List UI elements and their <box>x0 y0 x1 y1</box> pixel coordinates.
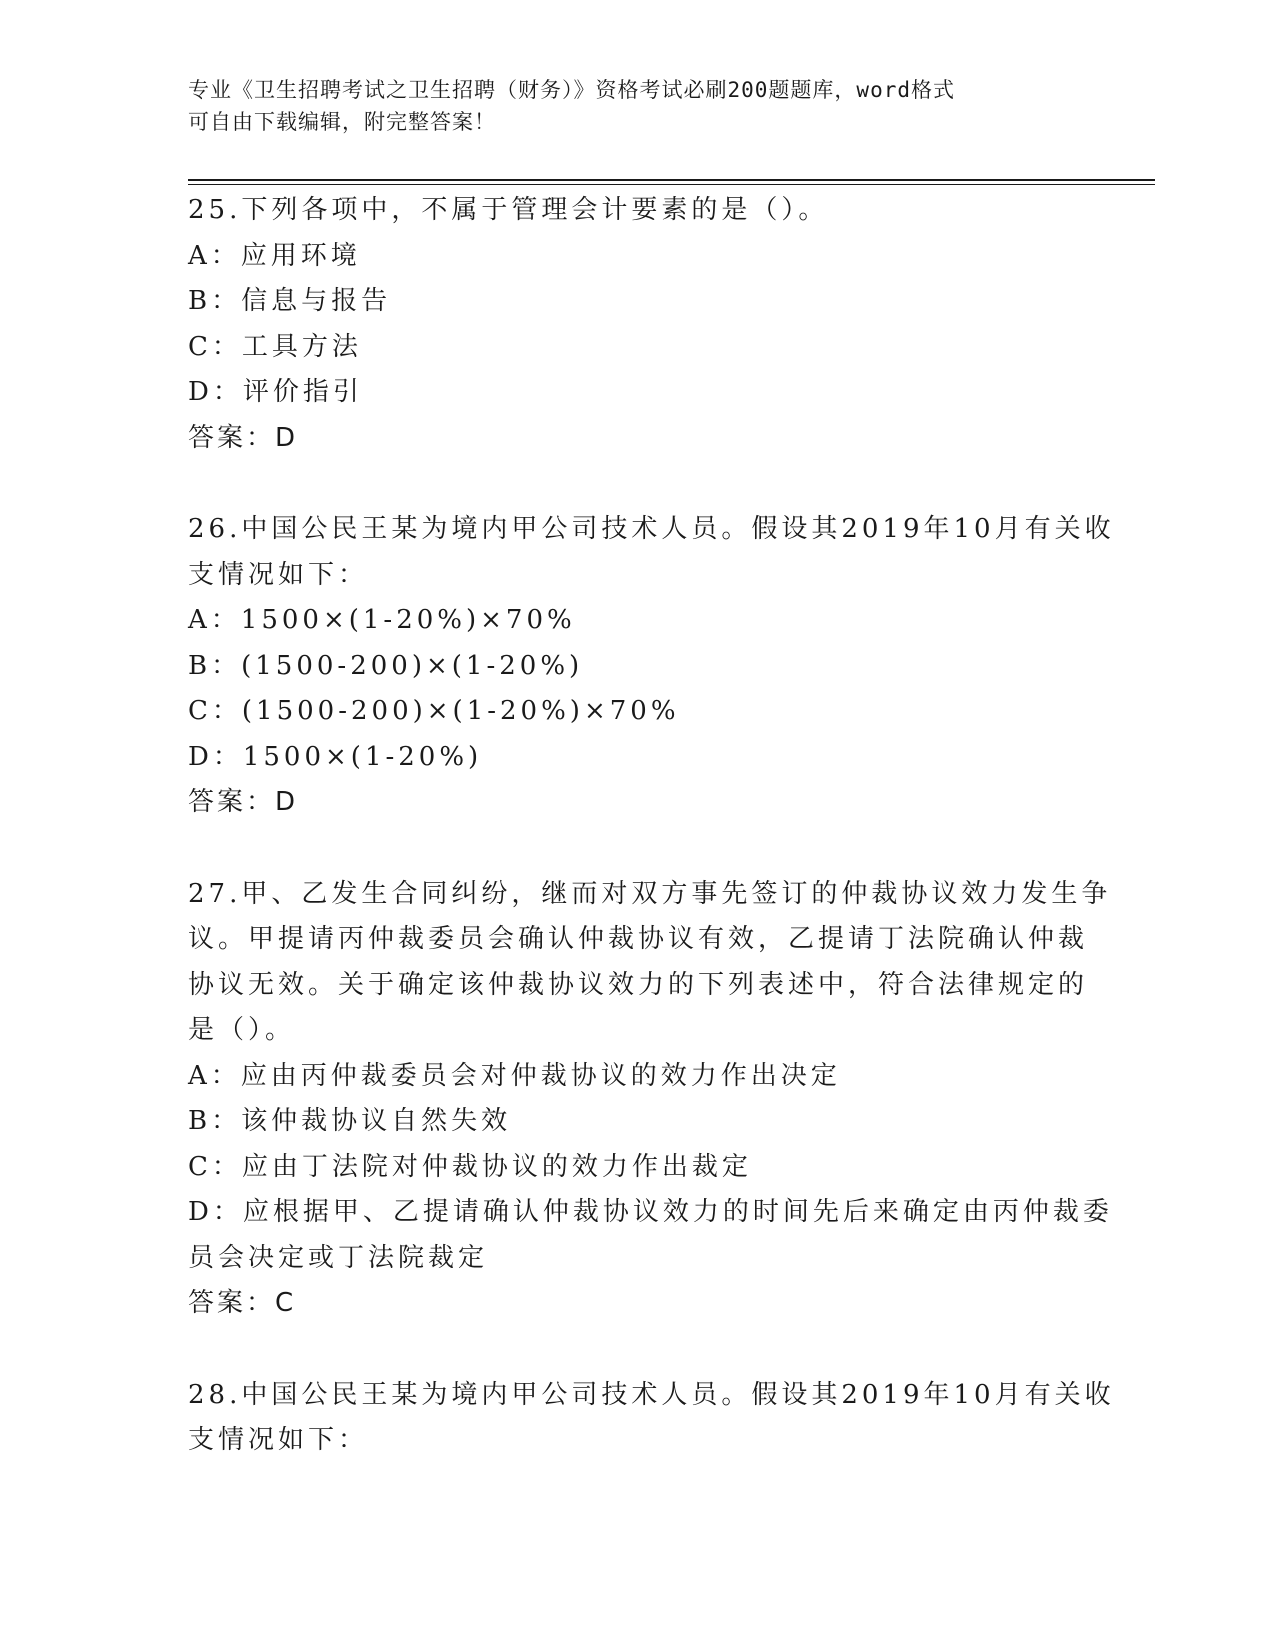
question-stem: 25.下列各项中，不属于管理会计要素的是（）。 <box>188 195 829 225</box>
question-27 <box>188 872 1113 1327</box>
option-a: A：应由丙仲裁委员会对仲裁协议的效力作出决定 <box>188 1060 841 1091</box>
answer: 答案：D <box>188 422 299 453</box>
question-stem-continued: 是（）。 <box>188 1015 296 1045</box>
answer: 答案：D <box>188 787 299 817</box>
option-a: A：1500×(1-20%)×70% <box>188 605 576 635</box>
header-divider-thick <box>188 179 1155 181</box>
question-stem-continued: 支情况如下： <box>188 1425 369 1455</box>
question-stem: 27.甲、乙发生合同纠纷，继而对双方事先签订的仲裁协议效力发生争 <box>188 878 1112 909</box>
question-stem: 28.中国公民王某为境内甲公司技术人员。假设其2019年10月有关收 <box>188 1379 1115 1410</box>
header-divider-thin <box>188 184 1155 185</box>
option-d-continued: 员会决定或丁法院裁定 <box>188 1242 489 1273</box>
option-b: B：信息与报告 <box>188 286 392 316</box>
question-stem-continued: 议。甲提请丙仲裁委员会确认仲裁协议有效，乙提请丁法院确认仲裁 <box>188 924 1089 954</box>
document-header <box>188 74 1088 138</box>
option-c: C：应由丁法院对仲裁协议的效力作出裁定 <box>188 1151 752 1182</box>
option-b: B：该仲裁协议自然失效 <box>188 1106 512 1136</box>
question-stem-continued: 协议无效。关于确定该仲裁协议效力的下列表述中，符合法律规定的 <box>188 969 1089 1000</box>
option-a: A：应用环境 <box>188 240 361 271</box>
option-c: C：(1500-200)×(1-20%)×70% <box>188 696 680 726</box>
answer: 答案：C <box>188 1288 297 1318</box>
option-d: D：评价指引 <box>188 377 363 407</box>
option-c: C：工具方法 <box>188 331 362 362</box>
question-25 <box>188 188 1088 461</box>
question-stem: 26.中国公民王某为境内甲公司技术人员。假设其2019年10月有关收 <box>188 514 1115 544</box>
question-26 <box>188 507 1115 826</box>
option-d: D：1500×(1-20%) <box>188 741 483 772</box>
option-b: B：(1500-200)×(1-20%) <box>188 650 584 681</box>
question-28 <box>188 1373 1115 1464</box>
question-list <box>188 188 1115 1464</box>
question-stem-continued: 支情况如下： <box>188 559 369 590</box>
header-line-1: 专业《卫生招聘考试之卫生招聘（财务）》资格考试必刷200题题库，word格式 <box>188 78 955 102</box>
header-line-2: 可自由下载编辑，附完整答案！ <box>188 110 496 134</box>
option-d: D：应根据甲、乙提请确认仲裁协议效力的时间先后来确定由丙仲裁委 <box>188 1197 1113 1227</box>
